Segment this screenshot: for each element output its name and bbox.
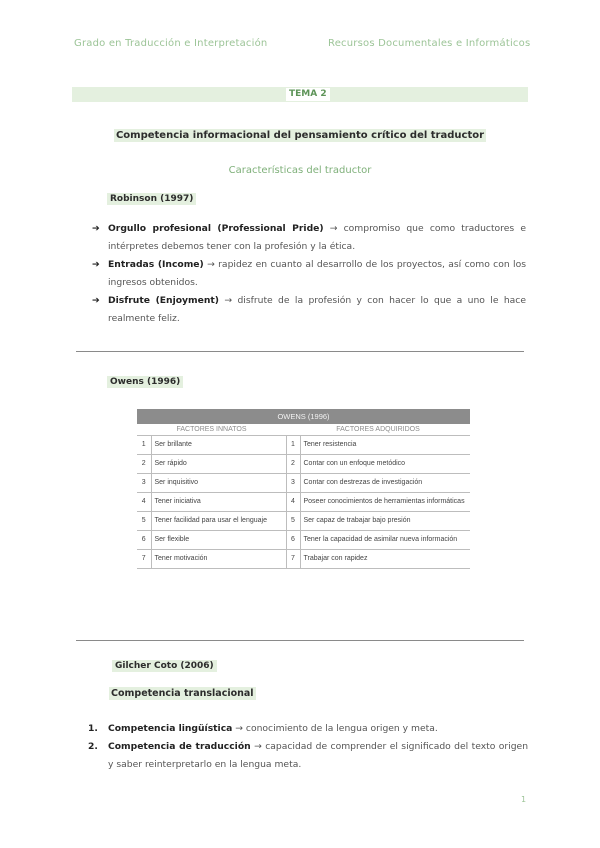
acquired-factor: Poseer conocimientos de herramientas informáticas: [300, 492, 470, 511]
section-heading: Competencia translacional: [111, 688, 254, 699]
innate-factor: Tener facilidad para usar el lenguaje: [151, 511, 286, 530]
item-number: 2.: [88, 741, 98, 752]
list-item: [92, 292, 526, 328]
list-item-desc: compromiso que como traductores e intérpretes debemos tener con la profesión y la ética.: [108, 223, 526, 252]
row-number: 4: [137, 492, 151, 511]
table-row: [137, 549, 470, 568]
item-number: 1.: [88, 723, 98, 734]
row-number: 2: [286, 454, 300, 473]
innate-factor: Tener motivación: [151, 549, 286, 568]
row-number: 6: [286, 530, 300, 549]
list-item-desc: capacidad de comprender el significado del texto origen y saber reinterpretarlo en la lengua meta.: [108, 741, 529, 770]
table-row: [137, 473, 470, 492]
list-item: [92, 256, 526, 292]
list-item-desc: conocimiento de la lengua origen y meta.: [245, 723, 438, 734]
column-header-innatos: FACTORES INNATOS: [137, 424, 286, 435]
innate-factor: Tener iniciativa: [151, 492, 286, 511]
tema-label: TEMA 2: [286, 88, 330, 101]
list-item-term: Entradas (Income): [108, 259, 204, 270]
section-divider: [76, 640, 524, 641]
table-row: [137, 492, 470, 511]
author-robinson: Robinson (1997): [107, 193, 196, 205]
table-row: [137, 454, 470, 473]
innate-factor: Ser rápido: [151, 454, 286, 473]
table-row: [137, 530, 470, 549]
arrow-icon: →: [235, 723, 243, 734]
robinson-list: [92, 220, 526, 328]
table-title: OWENS (1996): [137, 409, 470, 424]
section-divider: [76, 351, 524, 352]
row-number: 6: [137, 530, 151, 549]
page-title: [0, 123, 600, 142]
row-number: 5: [286, 511, 300, 530]
page-number: 1: [521, 795, 527, 804]
arrow-bullet-icon: ➔: [92, 259, 100, 270]
list-item-desc: disfrute de la profesión y con hacer lo que a uno le hace realmente feliz.: [108, 295, 527, 324]
row-number: 7: [286, 549, 300, 568]
innate-factor: Ser flexible: [151, 530, 286, 549]
list-item-term: Competencia lingüística: [108, 723, 233, 734]
author-owens: Owens (1996): [107, 376, 183, 388]
row-number: 1: [286, 435, 300, 454]
list-item: [88, 738, 528, 774]
row-number: 2: [137, 454, 151, 473]
header-subject-title: Recursos Documentales e Informáticos: [328, 38, 531, 49]
list-item-term: Orgullo profesional (Professional Pride): [108, 223, 324, 234]
list-item: [88, 720, 528, 738]
arrow-icon: →: [254, 741, 262, 752]
list-item-term: Competencia de traducción: [108, 741, 251, 752]
row-number: 1: [137, 435, 151, 454]
column-header-adquiridos: FACTORES ADQUIRIDOS: [286, 424, 470, 435]
header-course-title: Grado en Traducción e Interpretación: [74, 38, 268, 49]
innate-factor: Ser brillante: [151, 435, 286, 454]
table-row: [137, 511, 470, 530]
table-row: [137, 435, 470, 454]
author-gilcher: Gilcher Coto (2006): [112, 660, 217, 672]
innate-factor: Ser inquisitivo: [151, 473, 286, 492]
row-number: 3: [286, 473, 300, 492]
section-subtitle: Características del traductor: [228, 165, 372, 176]
list-item-term: Disfrute (Enjoyment): [108, 295, 219, 306]
list-item: [92, 220, 526, 256]
acquired-factor: Ser capaz de trabajar bajo presión: [300, 511, 470, 530]
list-item-desc: rapidez en cuanto al desarrollo de los proyectos, así como con los ingresos obtenidos.: [108, 259, 526, 288]
row-number: 5: [137, 511, 151, 530]
row-number: 4: [286, 492, 300, 511]
arrow-bullet-icon: ➔: [92, 295, 100, 306]
row-number: 7: [137, 549, 151, 568]
acquired-factor: Contar con un enfoque metódico: [300, 454, 470, 473]
owens-table: [137, 409, 470, 569]
row-number: 3: [137, 473, 151, 492]
page-title-text: Competencia informacional del pensamiento crítico del traductor: [115, 130, 485, 141]
acquired-factor: Contar con destrezas de investigación: [300, 473, 470, 492]
arrow-bullet-icon: ➔: [92, 223, 100, 234]
acquired-factor: Tener la capacidad de asimilar nueva información: [300, 530, 470, 549]
acquired-factor: Tener resistencia: [300, 435, 470, 454]
acquired-factor: Trabajar con rapidez: [300, 549, 470, 568]
arrow-icon: →: [329, 223, 338, 234]
arrow-icon: →: [207, 259, 215, 270]
competence-list: [88, 720, 528, 774]
arrow-icon: →: [224, 295, 233, 306]
